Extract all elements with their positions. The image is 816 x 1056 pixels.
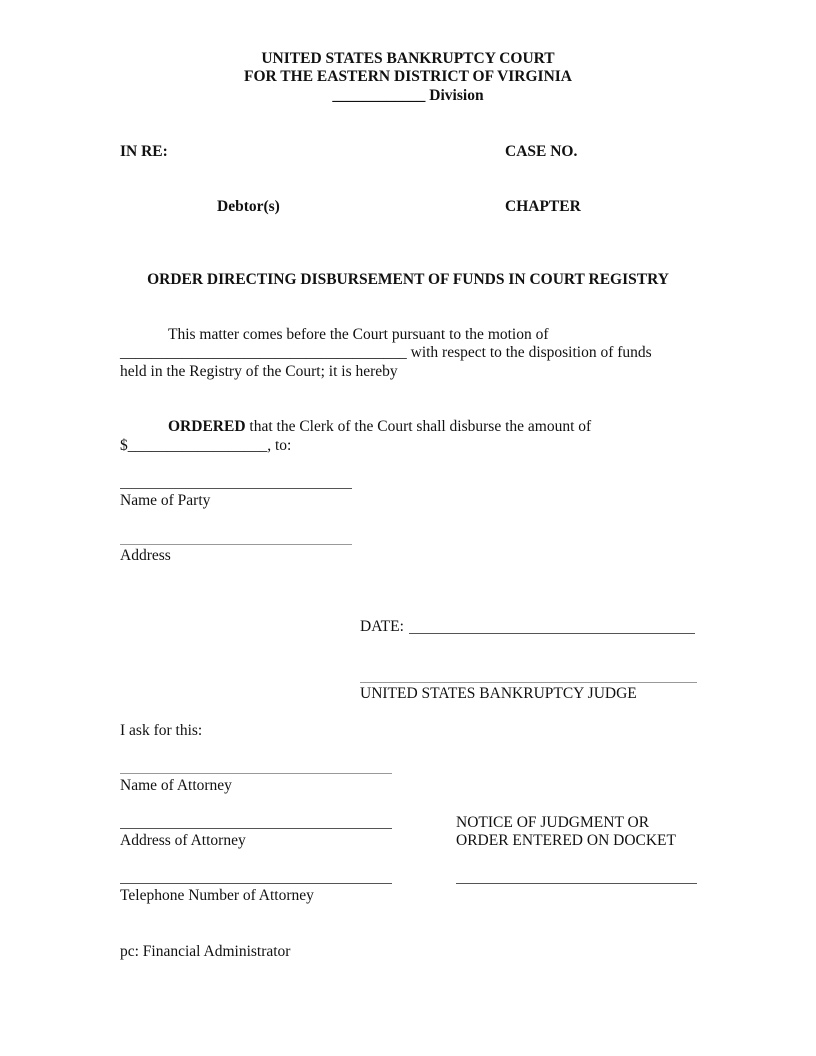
chapter-label: CHAPTER	[505, 198, 581, 215]
judge-signature-line	[360, 682, 697, 683]
attorney-name-line	[120, 773, 392, 774]
amount-field: $__________________, to:	[120, 437, 292, 454]
debtors-label: Debtor(s)	[217, 198, 280, 215]
attorney-name-label: Name of Attorney	[120, 777, 232, 794]
in-re-label: IN RE:	[120, 143, 168, 160]
motion-paragraph-line2: _____________________________________ with respect to the disposition of funds	[120, 344, 652, 361]
court-name: UNITED STATES BANKRUPTCY COURT	[261, 50, 555, 67]
motion-paragraph-line3: held in the Registry of the Court; it is hereby	[120, 363, 398, 380]
division-field: ____________ Division	[332, 87, 484, 104]
ordered-text: that the Clerk of the Court shall disburse the amount of	[245, 418, 592, 435]
attorney-phone-line	[120, 883, 392, 884]
party-address-signature-line	[120, 544, 352, 545]
attorney-phone-label: Telephone Number of Attorney	[120, 887, 314, 904]
attorney-address-line	[120, 828, 392, 829]
notice-line1: NOTICE OF JUDGMENT OR	[456, 814, 650, 831]
document-title: ORDER DIRECTING DISBURSEMENT OF FUNDS IN COURT REGISTRY	[147, 271, 669, 288]
ask-for-this-label: I ask for this:	[120, 722, 203, 739]
notice-line2: ORDER ENTERED ON DOCKET	[456, 832, 676, 849]
ordered-paragraph	[168, 418, 591, 436]
motion-paragraph-line1: This matter comes before the Court pursuant to the motion of	[168, 326, 549, 343]
date-line	[409, 633, 695, 634]
pc-line: pc: Financial Administrator	[120, 943, 291, 960]
party-name-label: Name of Party	[120, 492, 211, 509]
case-no-label: CASE NO.	[505, 143, 578, 160]
date-label: DATE:	[360, 618, 404, 635]
party-address-label: Address	[120, 547, 171, 564]
party-name-signature-line	[120, 488, 352, 489]
district-name: FOR THE EASTERN DISTRICT OF VIRGINIA	[243, 68, 573, 85]
notice-line	[456, 883, 697, 884]
judge-label: UNITED STATES BANKRUPTCY JUDGE	[360, 685, 637, 702]
ordered-keyword: ORDERED	[168, 418, 246, 435]
attorney-address-label: Address of Attorney	[120, 832, 246, 849]
